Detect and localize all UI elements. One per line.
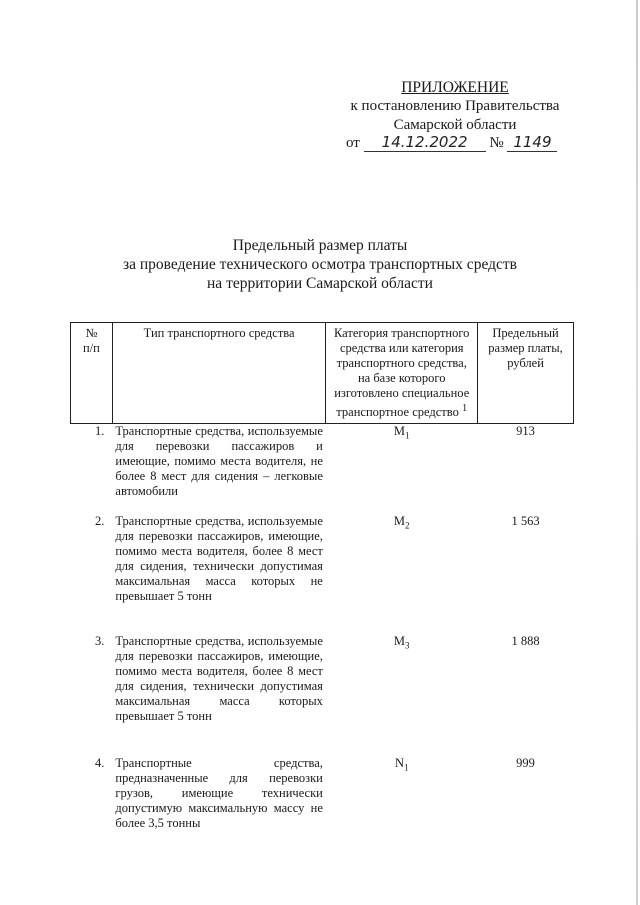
row-price: 1 563 [511,514,540,529]
document-title-line3: на территории Самарской области [207,275,433,292]
row-category: $M_3$ [393,634,410,651]
appendix-header [330,78,580,135]
header-number: № п/п [71,323,113,424]
row-price: 1 888 [511,634,540,649]
decree-number: 1149 [507,133,557,152]
row-price: 913 [516,424,535,439]
header-price: Предельный размер платы, рублей [478,323,574,424]
document-title [100,236,540,293]
row-type: Транспортные средства, используемые для перевозки пассажиров и имеющие, помимо места водителя, не более 8 мест для сидения – легковые автомобили [115,424,323,499]
scan-edge [636,0,638,905]
document-title-line2: за проведение технического осмотра транспортных средств [123,256,517,273]
row-category: $N_1$ [394,756,409,773]
header-category: Категория транспортного средства или категория транспортного средства, на базе которого изготовлено специальное транспортное средство $^1$ [326,323,478,424]
table-row [71,634,574,756]
header-type: Тип транспортного средства [112,323,325,424]
decree-date: 14.12.2022 [364,133,486,152]
decree-reference [346,133,576,152]
table-row [71,514,574,634]
row-type: Транспортные средства, предназначенные для перевозки грузов, имеющие технически допустимую максимальную массу не более 3,5 тонны [115,756,323,831]
fee-table [70,322,574,831]
table-header-row [71,323,574,424]
from-label: от [346,135,360,151]
appendix-title: ПРИЛОЖЕНИЕ [401,79,509,96]
appendix-region: Самарской области [393,117,517,133]
table-row [71,756,574,831]
row-category: $M_2$ [393,514,410,531]
appendix-subtitle: к постановлению Правительства [350,98,560,114]
row-price: 999 [516,756,535,771]
document-title-line1: Предельный размер платы [232,237,408,254]
table-row [71,424,574,515]
row-number: 1. [95,424,105,439]
category-footnote-mark: 1 [461,403,468,414]
row-number: 3. [95,634,105,649]
number-label: № [489,135,504,151]
row-number: 2. [95,514,105,529]
row-type: Транспортные средства, используемые для перевозки пассажиров, имеющие, помимо места водителя, более 8 мест для сидения, технически допустимая максимальная масса которых не превышает 5 тонн [115,514,323,604]
row-number: 4. [95,756,105,771]
row-type: Транспортные средства, используемые для перевозки пассажиров, имеющие, помимо места водителя, более 8 мест для сидения, технически допустимая максимальная масса которых превышает 5 тонн [115,634,323,724]
row-category: $M_1$ [393,424,410,441]
